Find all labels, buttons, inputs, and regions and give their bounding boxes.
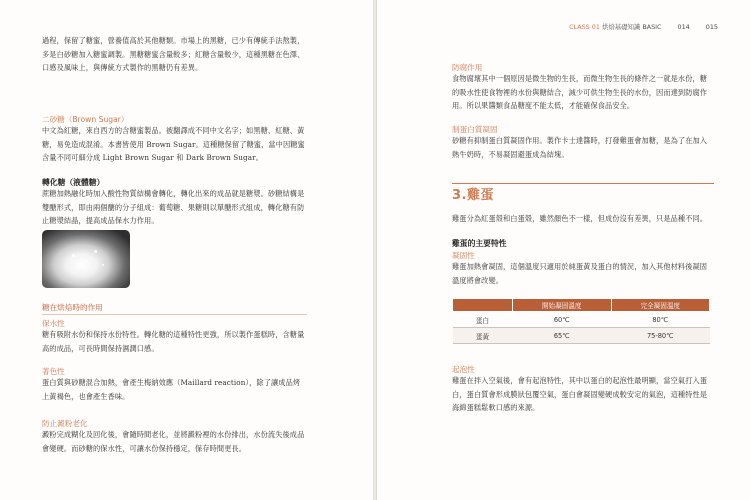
table-header-row	[453, 299, 710, 312]
moisture-paragraph: 糖有吸附水份和保持水份特性。轉化糖的這種特性更強，所以製作蛋糕時，含糖量高的成品，可長時間保持濕潤口感。	[42, 330, 305, 353]
sugar-roles-title: 糖在烘焙時的作用	[42, 303, 103, 312]
preserve-paragraph: 食物腐壞其中一個原因是微生物的生長，而微生物生長的條件之一就是水份，糖的吸水性使食物裡的水份與糖結合，減少可供生物生長的水份，因而達到防腐作用。所以果醬類食品糖度不能太低，才能確保食品安全。	[452, 74, 708, 110]
preserve-title: 防腐作用	[452, 63, 483, 72]
chapter-title: 烘焙基礎知識 BASIC	[601, 23, 662, 31]
anti-aging-paragraph: 澱粉完成糊化及回化後，會隨時間老化，並將澱粉裡的水份排出，水份流失後成品會變硬。而砂糖的保水性，可讓水份保持穩定，保存時間更長。	[42, 430, 305, 453]
section-heading	[452, 184, 494, 203]
protein-paragraph: 砂糖有抑制蛋白質凝固作用。製作卡士達醬時，打發雞蛋會加糖，是為了在加入熱牛奶時，不易凝固避蛋成為結塊。	[452, 136, 708, 159]
book-gutter	[373, 0, 377, 500]
invert-sugar-paragraph: 蔗糖加熱融化時加入酸性物質結構會轉化，轉化出來的成品就是糖漿。砂糖結構是雙醣形式，即由兩個醣的分子組成：葡萄糖、果糖則以單醣形式組成，轉化糖有防止糖漿結晶，提高成品保水力作用。	[42, 189, 305, 225]
moisture-title: 保水性	[42, 319, 65, 328]
invert-sugar-title: 轉化糖（液體糖）	[42, 178, 105, 187]
table-header-cell: 開始凝固溫度	[513, 299, 612, 312]
egg-traits-title: 雞蛋的主要特性	[452, 239, 507, 248]
coloring-title: 著色性	[42, 367, 65, 376]
table-cell: 75-80℃	[611, 328, 710, 344]
table-header-cell	[453, 299, 513, 312]
table-cell: 蛋白	[453, 312, 513, 328]
coloring-paragraph: 蛋白質與砂糖混合加熱，會產生梅納效應（Maillard reaction），除了讓成品烤上黃褐色，也會產生香味。	[42, 378, 301, 401]
foaming-title: 起泡性	[452, 365, 475, 374]
table-cell: 蛋黃	[453, 328, 513, 344]
section-name: 雞蛋	[466, 188, 494, 203]
sugar-roles-rule	[42, 314, 307, 315]
page-number-right: 015	[705, 23, 718, 31]
protein-title: 制蛋白質凝固	[452, 125, 498, 134]
coagulation-title: 凝固性	[452, 251, 475, 260]
table-cell: 80℃	[611, 312, 710, 328]
page-number-left: 014	[677, 23, 690, 31]
egg-intro: 雞蛋分為紅蛋殼和白蛋殼，雖然顏色不一樣，但成份沒有差異，只是品種不同。	[452, 214, 708, 223]
brown-sugar-paragraph: 中文為紅糖，來自西方的含糖蜜製品。被翻譯成不同中文名字；如黑糖、紅糖、黃糖，易免造成混淆。本書皆使用 Brown Sugar。這種糖保留了糖蜜，當中因糖蜜含量不同可細分成 Light Brown Sugar 和 Dark Brown Sugar。	[42, 126, 305, 162]
table-cell: 60℃	[513, 312, 612, 328]
table-cell: 65℃	[513, 328, 612, 344]
intro-paragraph: 過程，保留了糖蜜，營養值高於其他糖類。市場上的黑糖，已少有傳統手法熬製，多是白砂糖加入糖蜜調製。黑糖糖蜜含量較多；紅糖含量較少，這種黑糖在色澤、口感及風味上，與傳統方式製作的黑糖仍有差異。	[42, 36, 305, 72]
table-row	[453, 312, 710, 328]
foaming-paragraph: 雞蛋在拌入空氣後，會有起泡特性，其中以蛋白的起泡性最明顯，當空氣打入蛋白，蛋白質會形成膜狀包覆空氣，蛋白會凝固變硬成較安定的氣泡，這種特性是海綿蛋糕鬆軟口感的來源。	[452, 376, 708, 412]
coagulation-paragraph: 雞蛋加熱會凝固，這個溫度只適用於純蛋黃及蛋白的情況，加入其他材料後凝固溫度將會改變。	[452, 262, 708, 285]
table-header-cell: 完全凝固溫度	[611, 299, 710, 312]
coagulation-table	[452, 298, 710, 344]
section-number: 3.	[452, 188, 467, 203]
table-row	[453, 328, 710, 344]
anti-aging-title: 防止澱粉老化	[42, 419, 88, 428]
sugar-photo	[42, 230, 130, 288]
brown-sugar-title: 二砂糖（Brown Sugar）	[42, 115, 129, 124]
page-header	[569, 22, 718, 31]
class-label: CLASS 01	[569, 23, 600, 31]
